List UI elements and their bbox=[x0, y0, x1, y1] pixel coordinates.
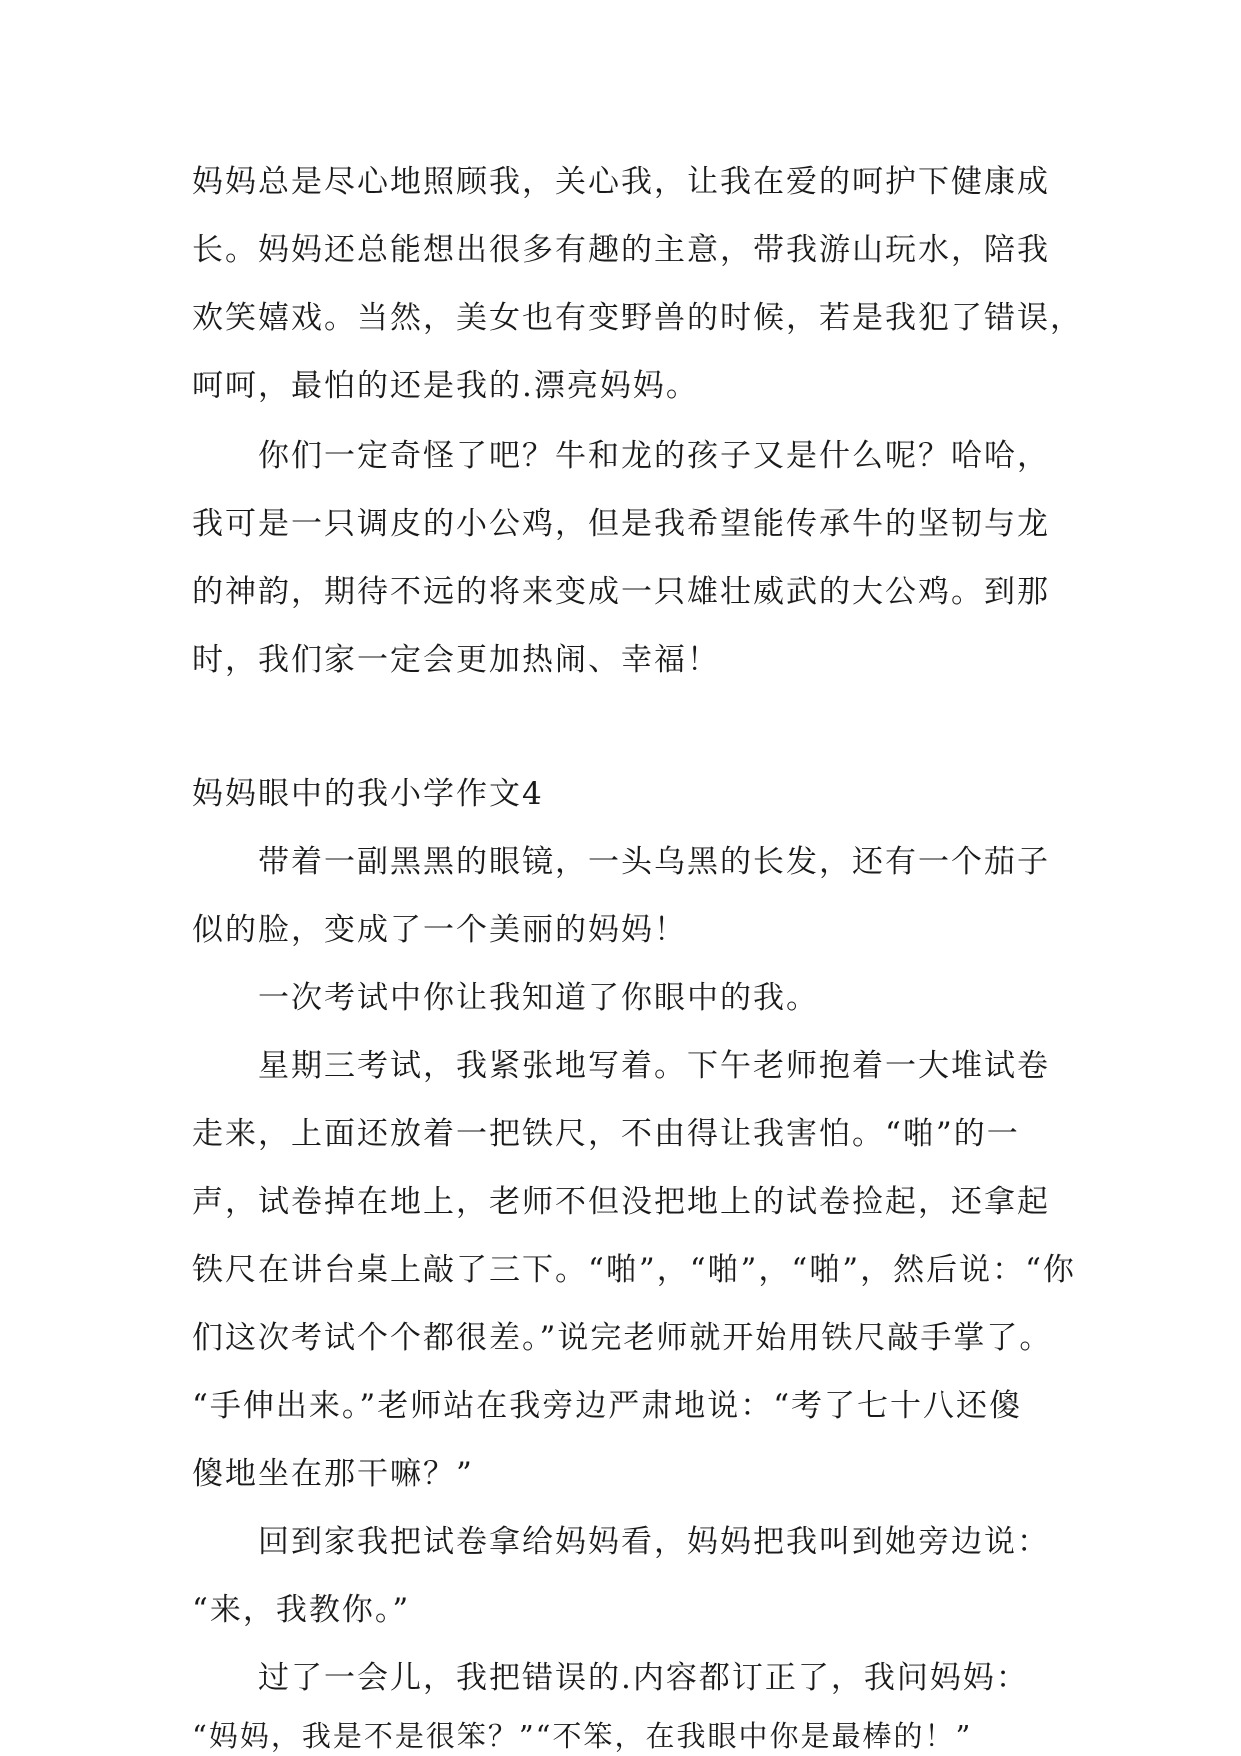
paragraph-line: 你们一定奇怪了吧？牛和龙的孩子又是什么呢？哈哈， bbox=[258, 438, 1050, 474]
paragraph-line: 一次考试中你让我知道了你眼中的我。 bbox=[258, 980, 819, 1016]
paragraph-line: 傻地坐在那干嘛？” bbox=[192, 1456, 474, 1492]
paragraph-line: 时，我们家一定会更加热闹、幸福！ bbox=[192, 642, 720, 678]
paragraph-line: 带着一副黑黑的眼镜，一头乌黑的长发，还有一个茄子 bbox=[258, 844, 1050, 880]
paragraph-line: 走来，上面还放着一把铁尺，不由得让我害怕。“啪”的一 bbox=[192, 1116, 1020, 1152]
paragraph-line: 呵呵，最怕的还是我的.漂亮妈妈。 bbox=[192, 368, 699, 404]
paragraph-line: 铁尺在讲台桌上敲了三下。“啪”，“啪”，“啪”，然后说：“你 bbox=[192, 1252, 1076, 1288]
paragraph-line: “手伸出来。”老师站在我旁边严肃地说：“考了七十八还傻 bbox=[192, 1388, 1023, 1424]
paragraph-line: 的神韵，期待不远的将来变成一只雄壮威武的大公鸡。到那 bbox=[192, 574, 1050, 610]
paragraph-line: 长。妈妈还总能想出很多有趣的主意，带我游山玩水，陪我 bbox=[192, 232, 1050, 268]
paragraph-line: “妈妈，我是不是很笨？”“不笨，在我眼中你是最棒的！” bbox=[192, 1719, 973, 1753]
paragraph-line: 声，试卷掉在地上，老师不但没把地上的试卷捡起，还拿起 bbox=[192, 1184, 1050, 1220]
paragraph-line: 欢笑嬉戏。当然，美女也有变野兽的时候，若是我犯了错误， bbox=[192, 300, 1083, 336]
paragraph-line: “来，我教你。” bbox=[192, 1592, 411, 1628]
paragraph-line: 过了一会儿，我把错误的.内容都订正了，我问妈妈： bbox=[258, 1660, 1029, 1696]
paragraph-line: 们这次考试个个都很差。”说完老师就开始用铁尺敲手掌了。 bbox=[192, 1320, 1053, 1356]
paragraph-line: 星期三考试，我紧张地写着。下午老师抱着一大堆试卷 bbox=[258, 1048, 1050, 1084]
section-title: 妈妈眼中的我小学作文4 bbox=[192, 776, 544, 812]
paragraph-line: 妈妈总是尽心地照顾我，关心我，让我在爱的呵护下健康成 bbox=[192, 164, 1050, 200]
paragraph-line: 我可是一只调皮的小公鸡，但是我希望能传承牛的坚韧与龙 bbox=[192, 506, 1050, 542]
paragraph-line: 回到家我把试卷拿给妈妈看，妈妈把我叫到她旁边说： bbox=[258, 1524, 1050, 1560]
paragraph-line: 似的脸，变成了一个美丽的妈妈！ bbox=[192, 912, 687, 948]
